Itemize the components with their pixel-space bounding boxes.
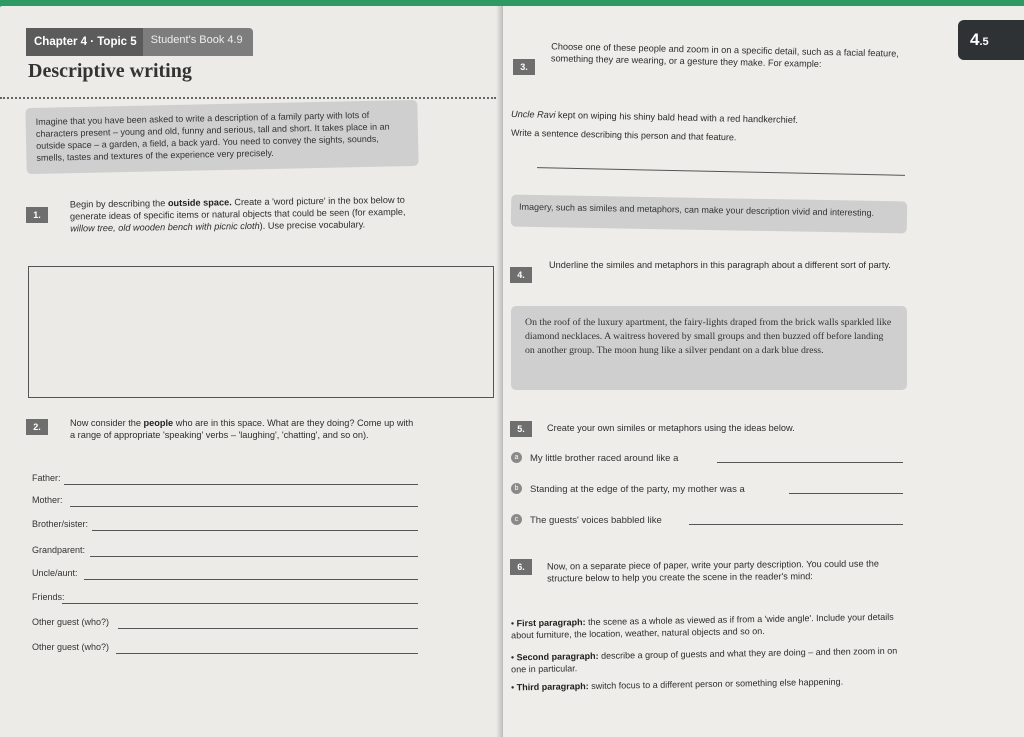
question-4-text: Underline the similes and metaphors in this paragraph about a different sort of party. — [549, 260, 891, 270]
bullet-dot-icon: • — [510, 618, 517, 629]
people-line-label: Other guest (who?) — [32, 617, 110, 627]
people-answer-line[interactable] — [62, 603, 418, 604]
intro-text: Imagine that you have been asked to write a description of a family party with lots of characters present – young and old, funny and serious, tall and short. It takes place in an outside space – a garden, a field, a back yard. You need to convey the sights, sounds, smells, tastes and textures of the experience very precisely. — [35, 109, 390, 163]
people-line-label: Uncle/aunt: — [32, 568, 78, 578]
simile-prompt: The guests' voices babbled like — [530, 515, 662, 526]
chapter-label: Chapter 4 · Topic 5 — [26, 28, 143, 56]
simile-answer-line[interactable] — [789, 493, 903, 494]
item-letter-badge: c — [511, 514, 522, 525]
chapter-header-tab — [26, 28, 253, 56]
question-6-text: Now, on a separate piece of paper, write your party description. You could use the structure below to help you create the scene in the reader's mind: — [546, 558, 879, 584]
question-1-text: Begin by describing the outside space. Create a 'word picture' in the box below to generate ideas of specific items or natural objects that could be seen (for example, willow tree, old wooden bench with picnic cloth). Use precise vocabulary. — [69, 194, 406, 234]
question-3-text: Choose one of these people and zoom in on a specific detail, such as a facial feature, something they are wearing, or a gesture they make. For example: — [550, 41, 900, 70]
simile-prompt: Standing at the edge of the party, my mother was a — [530, 484, 745, 495]
imagery-note-box — [511, 195, 907, 234]
people-answer-line[interactable] — [118, 628, 418, 629]
chapter-number-tab: 4.5 — [958, 20, 1024, 60]
question-2-number: 2. — [26, 419, 48, 435]
item-letter-badge: b — [511, 483, 522, 494]
intro-box — [25, 100, 418, 174]
word-picture-box[interactable] — [28, 266, 494, 398]
structure-bullet: • First paragraph: the scene as a whole as viewed as if from a 'wide angle'. Include your details about furniture, the location, weather, natural objects and so on. — [510, 611, 894, 641]
people-line-label: Brother/sister: — [32, 519, 89, 529]
people-line-label: Friends: — [32, 592, 65, 602]
dotted-divider — [0, 97, 496, 99]
question-2-text: Now consider the people who are in this space. What are they doing? Come up with a range of appropriate 'speaking' verbs – 'laughing', 'chatting', and so on). — [70, 418, 414, 440]
question-3-example: Uncle Ravi kept on wiping his shiny bald head with a red handkerchief. — [510, 108, 799, 126]
people-answer-line[interactable] — [116, 653, 418, 654]
people-line-label: Father: — [32, 473, 61, 483]
item-letter-badge: a — [511, 452, 522, 463]
page-title: Descriptive writing — [28, 60, 192, 82]
bullet-dot-icon: • — [510, 652, 517, 663]
people-answer-line[interactable] — [70, 506, 418, 507]
question-3-answer-line[interactable] — [537, 167, 905, 176]
question-3-number: 3. — [513, 59, 535, 75]
people-answer-line[interactable] — [90, 556, 418, 557]
simile-prompt: My little brother raced around like a — [530, 453, 679, 464]
structure-bullet: • Second paragraph: describe a group of guests and what they are doing – and then zoom in on one in particular. — [510, 645, 898, 675]
bullet-dot-icon: • — [510, 682, 517, 693]
right-page — [503, 6, 1024, 737]
structure-bullet: • Third paragraph: switch focus to a different person or something else happening. — [510, 676, 844, 693]
question-6-number: 6. — [510, 559, 532, 575]
people-line-label: Mother: — [32, 495, 63, 505]
people-line-label: Other guest (who?) — [32, 642, 110, 652]
simile-paragraph: On the roof of the luxury apartment, the fairy-lights draped from the brick walls sparkled like diamond necklaces. A waitress hovered by small groups and then buzzed off before landing on another group. The moon hung like a silver pendant on a dark blue dress. — [525, 317, 892, 356]
book-reference: Student's Book 4.9 — [143, 28, 253, 56]
question-5-text: Create your own similes or metaphors using the ideas below. — [547, 423, 795, 433]
imagery-note-text: Imagery, such as similes and metaphors, can make your description vivid and interesting. — [519, 201, 875, 218]
left-page — [0, 6, 503, 737]
question-5-number: 5. — [510, 421, 532, 437]
people-answer-line[interactable] — [64, 484, 418, 485]
people-answer-line[interactable] — [84, 579, 418, 580]
people-answer-line[interactable] — [92, 530, 418, 531]
question-4-number: 4. — [510, 267, 532, 283]
question-1-number: 1. — [26, 207, 48, 223]
simile-paragraph-box — [511, 306, 907, 390]
question-3-instruction: Write a sentence describing this person and that feature. — [510, 127, 737, 143]
simile-answer-line[interactable] — [689, 524, 903, 525]
people-line-label: Grandparent: — [32, 545, 86, 555]
simile-answer-line[interactable] — [717, 462, 903, 463]
